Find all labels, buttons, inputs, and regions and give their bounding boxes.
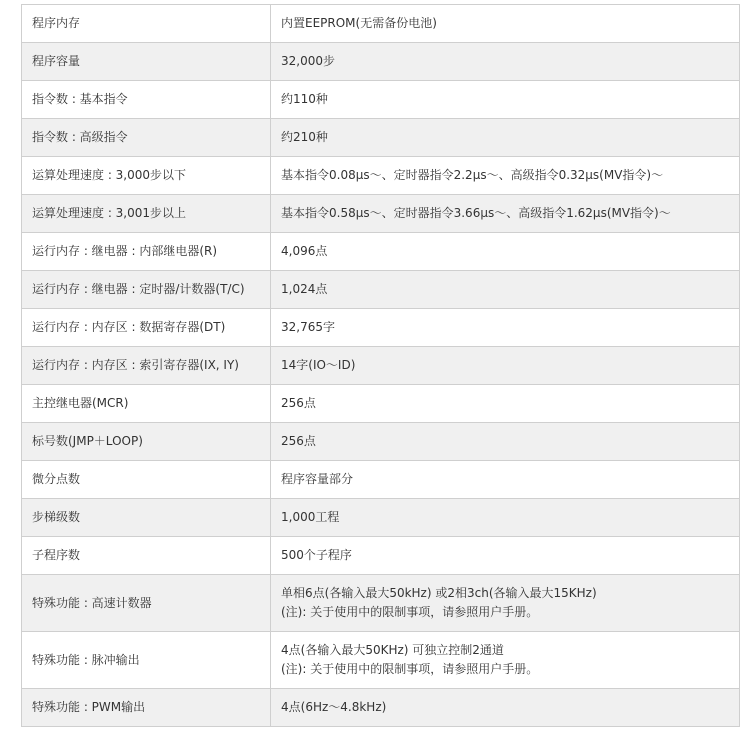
spec-name-cell: 运行内存 : 继电器 : 内部继电器(R)	[22, 233, 271, 271]
spec-name-cell: 特殊功能 : 高速计数器	[22, 575, 271, 632]
spec-name-cell: 程序容量	[22, 43, 271, 81]
spec-name-cell: 指令数 : 基本指令	[22, 81, 271, 119]
spec-value-line: 256点	[281, 434, 316, 448]
spec-value-line: 32,000步	[281, 54, 335, 68]
spec-name-cell: 运行内存 : 内存区 : 索引寄存器(IX, IY)	[22, 347, 271, 385]
spec-value-cell	[271, 5, 740, 43]
spec-name-cell: 运行内存 : 继电器 : 定时器/计数器(T/C)	[22, 271, 271, 309]
table-row	[22, 157, 740, 195]
spec-value-cell	[271, 499, 740, 537]
spec-value-line: 14字(IO〜ID)	[281, 358, 356, 372]
spec-value-line: 4点(各输入最大50KHz) 可独立控制2通道	[281, 643, 504, 657]
spec-table-body	[22, 5, 740, 727]
table-row	[22, 689, 740, 727]
table-row	[22, 347, 740, 385]
spec-value-line: 程序容量部分	[281, 472, 354, 486]
spec-name-cell: 微分点数	[22, 461, 271, 499]
spec-value-line: 32,765字	[281, 320, 335, 334]
table-row	[22, 119, 740, 157]
spec-name-cell: 运算处理速度 : 3,001步以上	[22, 195, 271, 233]
spec-value-line: 4,096点	[281, 244, 328, 258]
spec-value-line: 1,000工程	[281, 510, 340, 524]
spec-name-cell: 程序内存	[22, 5, 271, 43]
spec-name-cell: 特殊功能 : PWM输出	[22, 689, 271, 727]
spec-value-cell	[271, 632, 740, 689]
spec-value-line: 500个子程序	[281, 548, 352, 562]
table-row	[22, 309, 740, 347]
spec-value-line: (注): 关于使用中的限制事项，请参照用户手册。	[281, 605, 539, 619]
spec-name-cell: 主控继电器(MCR)	[22, 385, 271, 423]
spec-value-line: (注): 关于使用中的限制事项，请参照用户手册。	[281, 662, 539, 676]
table-row	[22, 575, 740, 632]
table-row	[22, 385, 740, 423]
table-row	[22, 81, 740, 119]
spec-value-cell	[271, 43, 740, 81]
spec-table	[21, 4, 740, 727]
spec-value-cell	[271, 385, 740, 423]
spec-value-cell	[271, 461, 740, 499]
spec-value-cell	[271, 689, 740, 727]
spec-value-line: 基本指令0.58μs〜、定时器指令3.66μs〜、高级指令1.62μs(MV指令)〜	[281, 206, 671, 220]
table-row	[22, 461, 740, 499]
table-row	[22, 632, 740, 689]
spec-name-cell: 运算处理速度 : 3,000步以下	[22, 157, 271, 195]
spec-value-line: 单相6点(各输入最大50kHz) 或2相3ch(各输入最大15KHz)	[281, 586, 597, 600]
spec-value-line: 4点(6Hz〜4.8kHz)	[281, 700, 387, 714]
spec-value-cell	[271, 271, 740, 309]
spec-value-cell	[271, 119, 740, 157]
spec-value-cell	[271, 81, 740, 119]
table-row	[22, 423, 740, 461]
table-row	[22, 43, 740, 81]
spec-value-cell	[271, 575, 740, 632]
spec-name-cell: 步梯级数	[22, 499, 271, 537]
table-row	[22, 5, 740, 43]
spec-value-line: 内置EEPROM(无需备份电池)	[281, 16, 437, 30]
spec-value-line: 256点	[281, 396, 316, 410]
spec-name-cell: 特殊功能 : 脉冲输出	[22, 632, 271, 689]
table-row	[22, 233, 740, 271]
table-row	[22, 499, 740, 537]
spec-value-cell	[271, 423, 740, 461]
spec-value-line: 约110种	[281, 92, 328, 106]
spec-name-cell: 运行内存 : 内存区 : 数据寄存器(DT)	[22, 309, 271, 347]
spec-name-cell: 子程序数	[22, 537, 271, 575]
table-row	[22, 537, 740, 575]
spec-value-line: 1,024点	[281, 282, 328, 296]
spec-value-cell	[271, 195, 740, 233]
spec-value-cell	[271, 233, 740, 271]
spec-value-cell	[271, 309, 740, 347]
spec-value-cell	[271, 157, 740, 195]
spec-value-line: 基本指令0.08μs〜、定时器指令2.2μs〜、高级指令0.32μs(MV指令)〜	[281, 168, 664, 182]
table-row	[22, 195, 740, 233]
spec-value-cell	[271, 347, 740, 385]
spec-value-line: 约210种	[281, 130, 328, 144]
spec-name-cell: 指令数 : 高级指令	[22, 119, 271, 157]
spec-value-cell	[271, 537, 740, 575]
spec-name-cell: 标号数(JMP＋LOOP)	[22, 423, 271, 461]
table-row	[22, 271, 740, 309]
